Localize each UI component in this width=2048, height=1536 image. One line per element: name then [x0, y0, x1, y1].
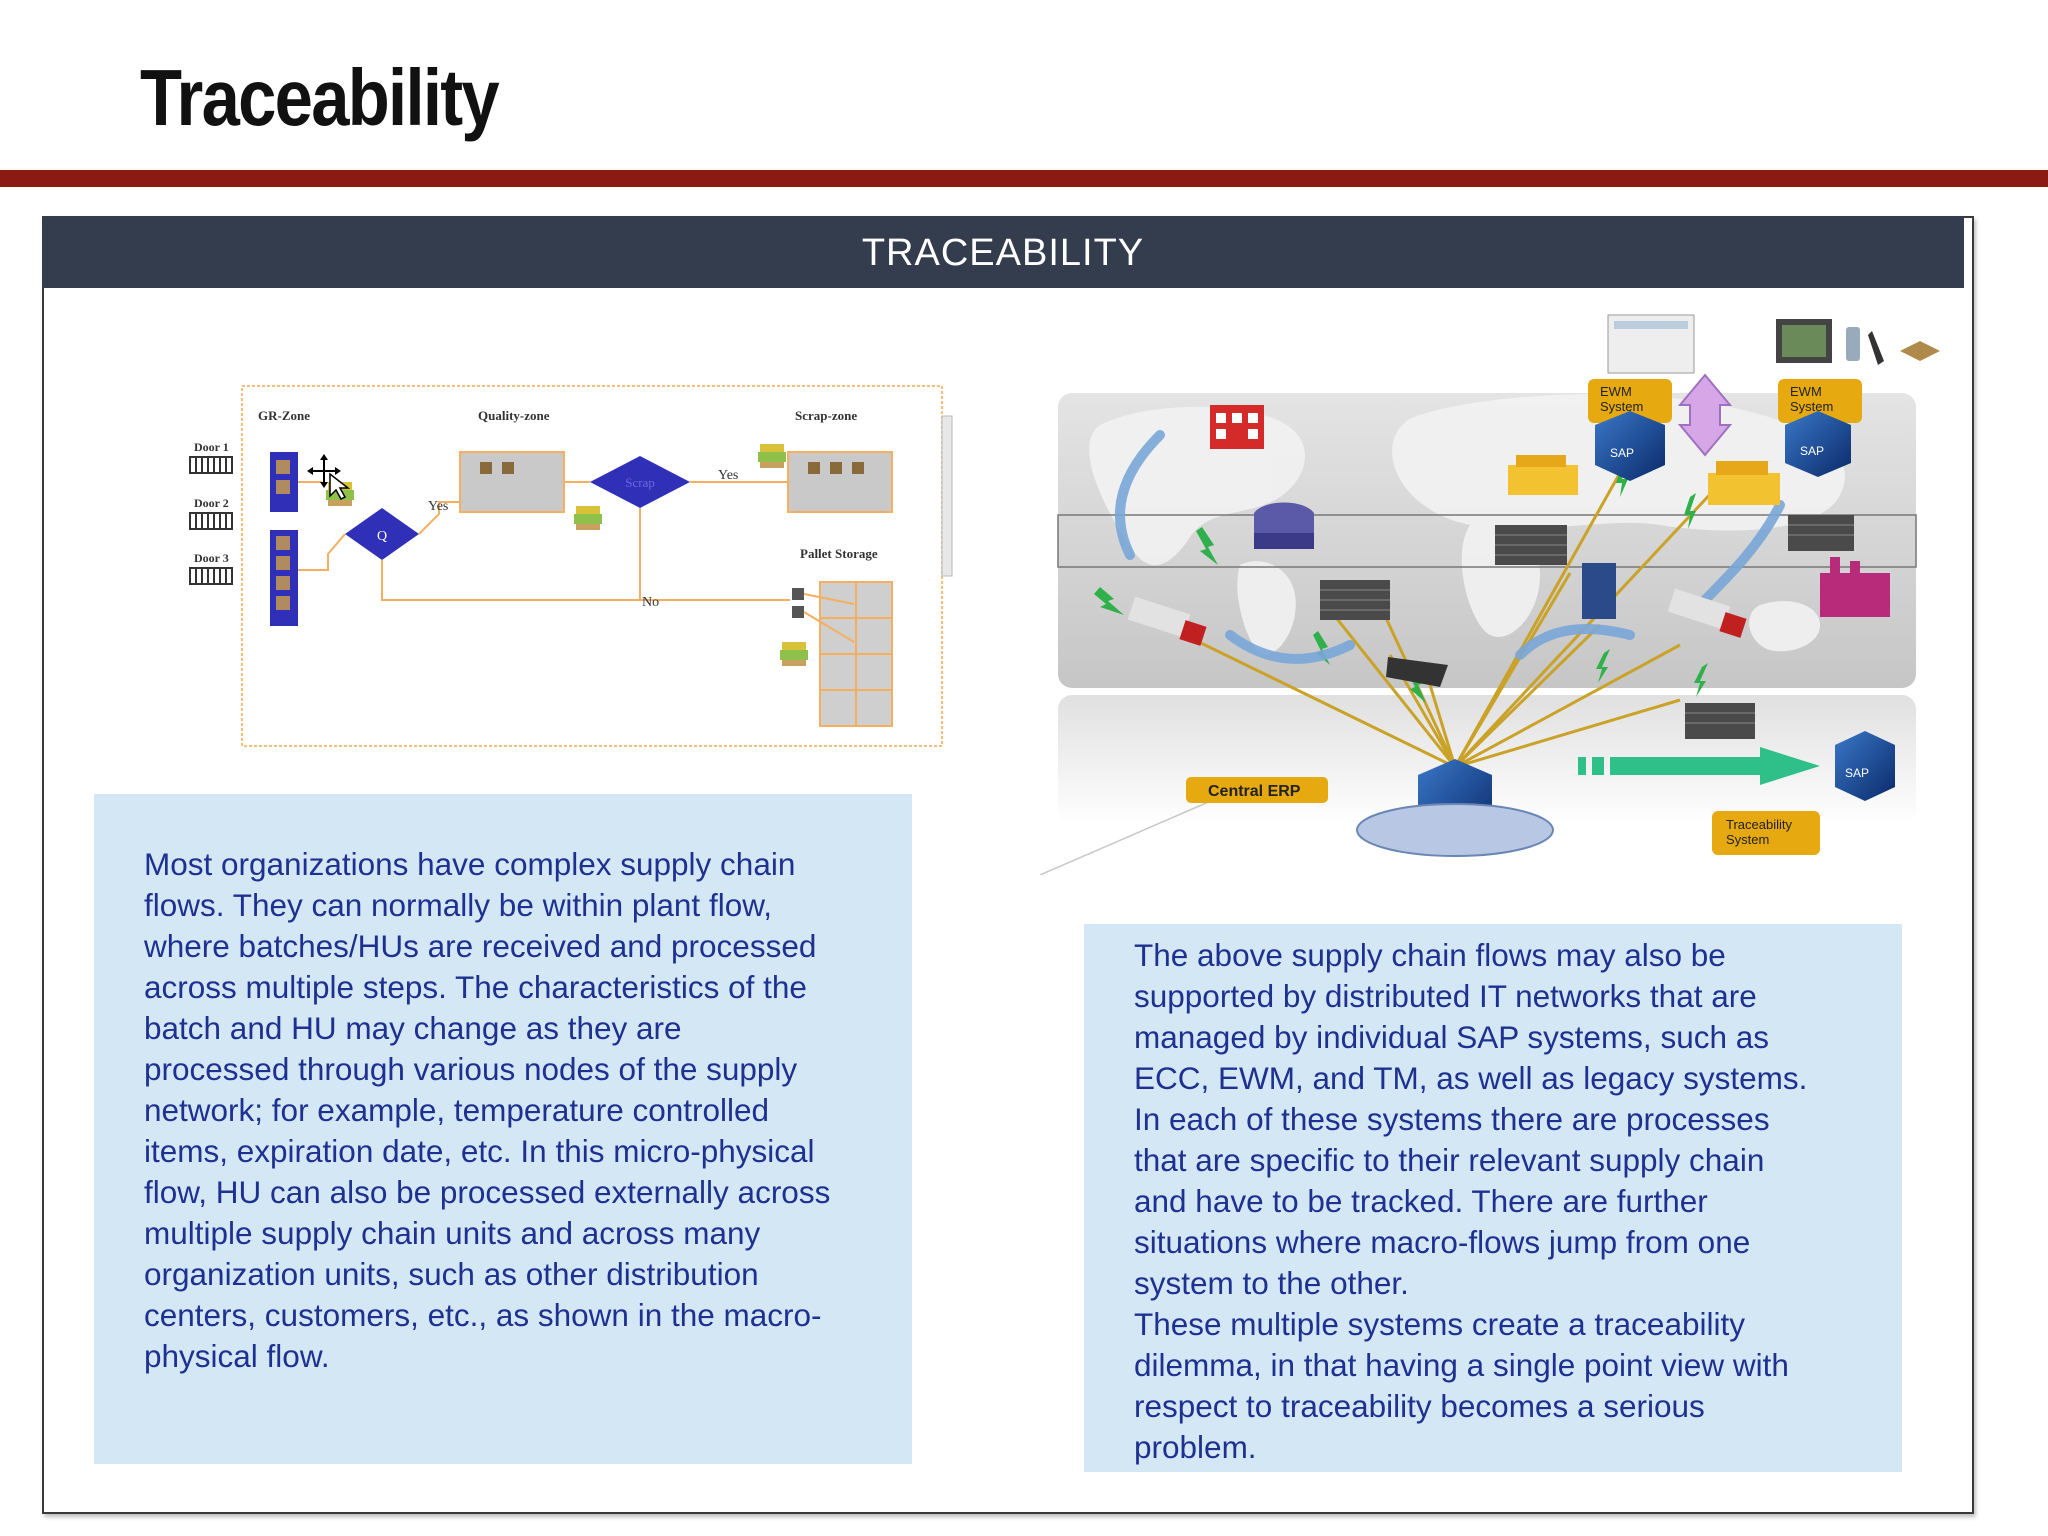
macro-flow-description: The above supply chain flows may also be supported by distributed IT networks that are managed by individual SAP systems, such as ECC, EWM, and TM, as well as legacy systems. In each of these systems there are processes that are specific to their relevant supply chain and have to be tracked. There are further situations where macro-flows jump from one system to the other. These multiple systems create a traceability dilemma, in that having a single point view with respect to traceability becomes a serious problem. — [1084, 924, 1902, 1472]
title-divider — [0, 170, 2048, 187]
quality-zone-box — [460, 452, 564, 512]
pallet-icon — [780, 642, 808, 666]
macro-flow-diagram — [1040, 305, 1940, 875]
distribution-center-icon — [1495, 525, 1567, 565]
pallet-icon — [758, 444, 786, 468]
pallet-icon — [574, 506, 602, 530]
zone-label-quality: Quality-zone — [478, 408, 550, 423]
sap-logo-text: SAP — [1800, 444, 1825, 458]
store-building-icon — [1210, 405, 1264, 449]
sap-server-icon — [1785, 411, 1851, 477]
distribution-center-icon — [1788, 515, 1854, 551]
ewm-system-label-1: EWM System — [1600, 384, 1644, 414]
door-label: Door 1 — [194, 440, 229, 454]
quality-node-label: Q — [376, 529, 388, 544]
office-tower-icon — [1582, 563, 1616, 619]
door-1 — [190, 440, 232, 473]
door-label: Door 2 — [194, 496, 229, 510]
sap-server-icon — [1835, 731, 1895, 801]
distribution-center-icon — [1320, 580, 1390, 620]
central-erp-badge — [1186, 777, 1328, 803]
edge-label-yes-quality: Yes — [428, 499, 449, 514]
scrap-node-label: Scrap — [625, 475, 655, 490]
warehouse-icon — [1254, 503, 1314, 550]
door-label: Door 3 — [194, 551, 229, 565]
edge-label-no: No — [642, 595, 660, 610]
zone-label-scrap: Scrap-zone — [795, 408, 858, 423]
micro-flow-diagram — [180, 370, 960, 760]
traceability-system-label: Traceability System — [1726, 817, 1792, 847]
sap-logo-text: SAP — [1845, 766, 1870, 780]
sap-logo-text: SAP — [1610, 446, 1635, 460]
zone-label-pallet: Pallet Storage — [800, 546, 878, 561]
section-banner: TRACEABILITY — [42, 216, 1964, 288]
traceability-system-badge — [1712, 811, 1820, 855]
page-title: Traceability — [140, 53, 498, 142]
ewm-system-label-2: EWM System — [1790, 384, 1834, 414]
edge-label-yes-scrap: Yes — [718, 468, 739, 483]
device-screens-icon — [1608, 315, 1940, 373]
door-3 — [190, 551, 232, 584]
zone-label-gr: GR-Zone — [258, 408, 310, 423]
micro-flow-description: Most organizations have complex supply chain flows. They can normally be within plant flow, where batches/HUs are received and processed across multiple steps. The characteristics of the batch and HU may change as they are processed through various nodes of the supply network; for example, temperature controlled items, expiration date, etc. In this micro-physical flow, HU can also be processed externally across multiple supply chain units and across many organization units, such as other distribution centers, customers, etc., as shown in the macro- physical flow. — [94, 794, 912, 1464]
scrap-zone-box — [788, 452, 892, 512]
central-erp-platform — [1357, 804, 1553, 856]
central-erp-label: Central ERP — [1208, 783, 1301, 800]
door-2 — [190, 496, 232, 529]
distribution-center-icon — [1685, 703, 1755, 739]
